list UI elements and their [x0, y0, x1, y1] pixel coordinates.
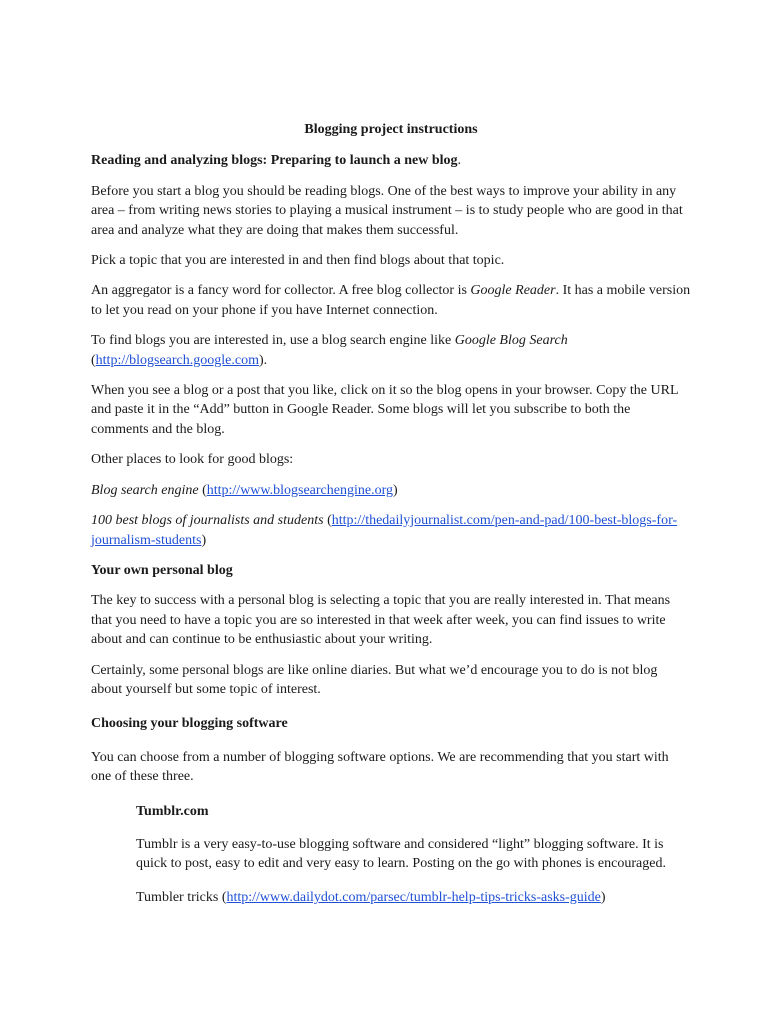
blog-search-text-a: To find blogs you are interested in, use a blog search engine like [91, 333, 455, 349]
blog-search-engine-name: Blog search engine [91, 482, 199, 498]
paragraph-blog-search-engine [91, 481, 691, 500]
paragraph-other-places: Other places to look for good blogs: [91, 452, 294, 468]
heading-period: . [457, 153, 462, 169]
section-heading-reading-text: Reading and analyzing blogs: Preparing to launch a new blog [91, 153, 458, 169]
blog-search-engine-text-b: ) [393, 482, 398, 498]
document-title: Blogging project instructions [304, 122, 478, 137]
paragraph-software-options: You can choose from a number of blogging software options. We are recommending that you start with one of these three. [91, 749, 669, 785]
aggregator-text-a: An aggregator is a fancy word for collector. A free blog collector is [91, 283, 471, 299]
blogsearchengine-link[interactable]: http://www.blogsearchengine.org [206, 482, 393, 498]
paragraph-blog-search [91, 331, 691, 370]
document-body [91, 120, 691, 918]
paragraph-tumblr: Tumblr is a very easy-to-use blogging software and considered “light” blogging software. It is quick to post, easy to edit and very easy to learn. Posting on the go with phones is encouraged. [136, 836, 666, 872]
paragraph-tumbler-tricks [136, 888, 691, 907]
blogsearch-link[interactable]: http://blogsearch.google.com [95, 352, 259, 368]
blog-search-text-b: ( [91, 352, 96, 368]
blog-search-text-c: ). [258, 352, 268, 368]
paragraph-aggregator [91, 281, 691, 320]
google-blog-search-name: Google Blog Search [454, 333, 568, 349]
best-blogs-text-b: ) [201, 532, 207, 548]
google-reader-name: Google Reader [470, 283, 556, 299]
section-heading-personal: Your own personal blog [91, 562, 233, 578]
best-blogs-text-a: ( [323, 513, 332, 529]
best-blogs-name: 100 best blogs of journalists and students [91, 513, 324, 529]
paragraph-pick-topic: Pick a topic that you are interested in and then find blogs about that topic. [91, 253, 505, 269]
tumbler-tricks-text-b: ) [600, 889, 606, 905]
dailyjournalist-link[interactable]: http://thedailyjournalist.com/pen-and-pad/100-best-blogs-for-journalism-students [91, 513, 678, 548]
section-heading-software: Choosing your blogging software [91, 716, 288, 732]
paragraph-100-best-blogs [91, 511, 691, 550]
aggregator-text-b: . It has a mobile version to let you read on your phone if you have Internet connection. [91, 283, 691, 318]
paragraph-copy-url: When you see a blog or a post that you like, click on it so the blog opens in your browser. Copy the URL and paste it in the “Add” button in Google Reader. Some blogs will let you subscribe to both the comments and the blog. [91, 383, 678, 437]
subheading-tumblr: Tumblr.com [136, 803, 209, 819]
tumbler-tricks-text-a: Tumbler tricks ( [136, 889, 227, 905]
blog-search-engine-text-a: ( [198, 482, 207, 498]
paragraph-intro: Before you start a blog you should be reading blogs. One of the best ways to improve your ability in any area – from writing news stories to playing a musical instrument – is to study people who are good in that area and analyze what they are doing that makes them successful. [91, 183, 683, 238]
section-heading-reading [91, 151, 691, 170]
paragraph-online-diaries: Certainly, some personal blogs are like online diaries. But what we’d encourage you to do is not blog about yourself but some topic of interest. [91, 662, 658, 697]
dailydot-link[interactable]: http://www.dailydot.com/parsec/tumblr-help-tips-tricks-asks-guide [226, 889, 601, 905]
paragraph-key-to-success: The key to success with a personal blog is selecting a topic that you are really interested in. That means that you need to have a topic you are so interested in that week after week, you can find issues to write about and can continue to be enthusiastic about your writing. [91, 593, 671, 648]
